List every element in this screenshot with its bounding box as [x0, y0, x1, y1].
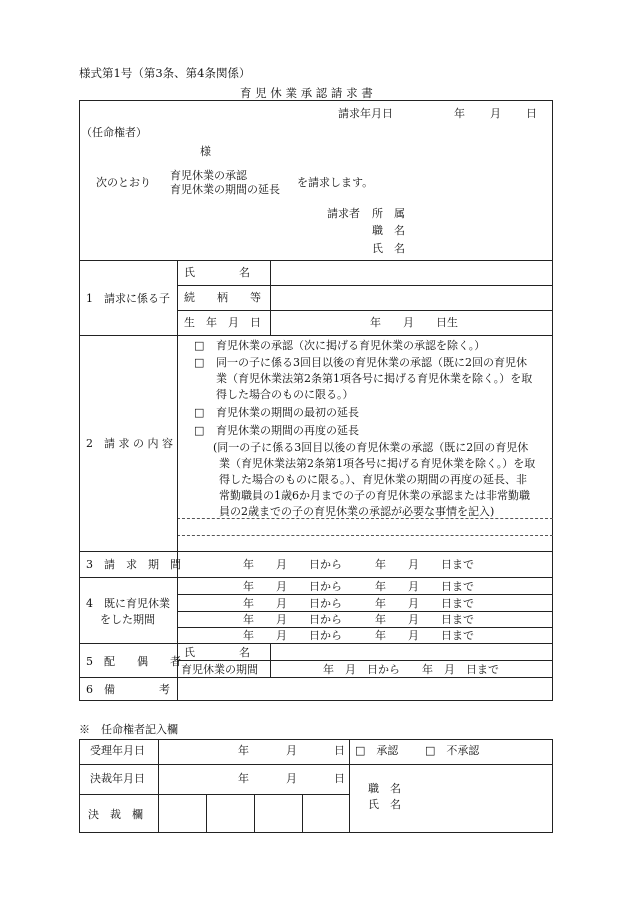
requester-label: 請求者 [327, 207, 360, 220]
page-title: 育 児 休 業 承 認 請 求 書 [240, 86, 373, 100]
received-year: 年 [238, 744, 249, 757]
child-birth-label: 生 年 月 日 [184, 316, 261, 329]
checkbox-icon[interactable]: □ [194, 424, 205, 437]
option-b-line1: 同一の子に係る3回目以後の育児休業の承認（既に2回の育児休 [216, 356, 527, 369]
decision-month: 月 [286, 772, 297, 785]
note-line4: 常勤職員の1歳6か月までの子の育児休業の承認または非常勤職 [219, 489, 530, 502]
appointer-section-title: ※ 任命権者記入欄 [79, 723, 178, 736]
option-b-line2: 業（育児休業法第2条第1項各号に掲げる育児休業を除く。）を取 [216, 372, 533, 385]
section4-label-line1: 4 既に育児休業 [86, 597, 170, 610]
option-extension: 育児休業の期間の延長 [170, 183, 280, 196]
received-date-label: 受理年月日 [90, 744, 145, 757]
decision-date-label: 決裁年月日 [90, 772, 145, 785]
past-period-row: 年 月 日から 年 月 日まで [243, 597, 474, 610]
appointer-table [79, 739, 553, 833]
position-label: 職 名 [372, 224, 405, 237]
received-day: 日 [334, 744, 345, 757]
checkbox-icon[interactable]: □ [194, 339, 205, 352]
approve-checkbox[interactable]: □ 承認 [355, 744, 399, 757]
decision-day: 日 [334, 772, 345, 785]
request-date-month: 月 [490, 107, 501, 120]
child-name-label: 氏 名 [184, 266, 250, 279]
past-period-row: 年 月 日から 年 月 日まで [243, 629, 474, 642]
request-date-day: 日 [526, 107, 537, 120]
note-line3: 得した場合のものに限る。）、育児休業の期間の再度の延長、非 [219, 473, 527, 486]
department-label: 所 属 [372, 207, 405, 220]
decision-year: 年 [238, 772, 249, 785]
appointer-label: （任命権者） [81, 126, 147, 139]
option-d: 育児休業の期間の再度の延長 [216, 424, 359, 437]
request-suffix: を請求します。 [297, 176, 374, 189]
section2-label: 2 請 求 の 内 容 [86, 437, 173, 450]
honorific-sama: 様 [200, 145, 211, 158]
section1-label: 1 請求に係る子 [86, 292, 170, 305]
child-birth-value: 年 月 日生 [370, 316, 458, 329]
option-a: 育児休業の承認（次に掲げる育児休業の承認を除く。） [216, 339, 486, 352]
option-approval: 育児休業の承認 [170, 169, 247, 182]
checkbox-icon[interactable]: □ [194, 356, 205, 369]
request-period-value: 年 月 日から 年 月 日まで [243, 558, 474, 571]
received-month: 月 [286, 744, 297, 757]
approver-name-label: 氏 名 [368, 798, 401, 811]
request-date-year: 年 [454, 107, 465, 120]
past-period-row: 年 月 日から 年 月 日まで [243, 613, 474, 626]
section3-label: 3 請 求 期 間 [86, 558, 181, 571]
section4-label-line2: をした期間 [100, 613, 155, 626]
spouse-period-label: 育児休業の期間 [181, 663, 258, 676]
next-text: 次のとおり [96, 176, 151, 189]
checkbox-icon[interactable]: □ [194, 406, 205, 419]
spouse-period-value: 年 月 日から 年 月 日まで [323, 663, 499, 676]
child-relation-label: 続 柄 等 [184, 291, 261, 304]
option-b-line3: 得した場合のものに限る。） [216, 388, 354, 401]
note-line1: (同一の子に係る3回目以後の育児休業の承認（既に2回の育児休 [213, 441, 529, 454]
section5-label: 5 配 偶 者 [86, 655, 181, 668]
option-c: 育児休業の期間の最初の延長 [216, 406, 359, 419]
requester-name-label: 氏 名 [372, 242, 405, 255]
note-line2: 業（育児休業法第2条第1項各号に掲げる育児休業を除く。）を取 [219, 457, 536, 470]
note-line5: 員の2歳までの子の育児休業の承認が必要な事情を記入) [219, 505, 495, 518]
decision-box-label: 決 裁 欄 [88, 808, 143, 821]
past-period-row: 年 月 日から 年 月 日まで [243, 580, 474, 593]
approver-position-label: 職 名 [368, 782, 401, 795]
request-date-label: 請求年月日 [338, 107, 393, 120]
form-number: 様式第1号（第3条、第4条関係） [79, 66, 251, 80]
section6-label: 6 備 考 [86, 683, 170, 696]
spouse-name-label: 氏 名 [184, 646, 250, 659]
disapprove-checkbox[interactable]: □ 不承認 [425, 744, 480, 757]
